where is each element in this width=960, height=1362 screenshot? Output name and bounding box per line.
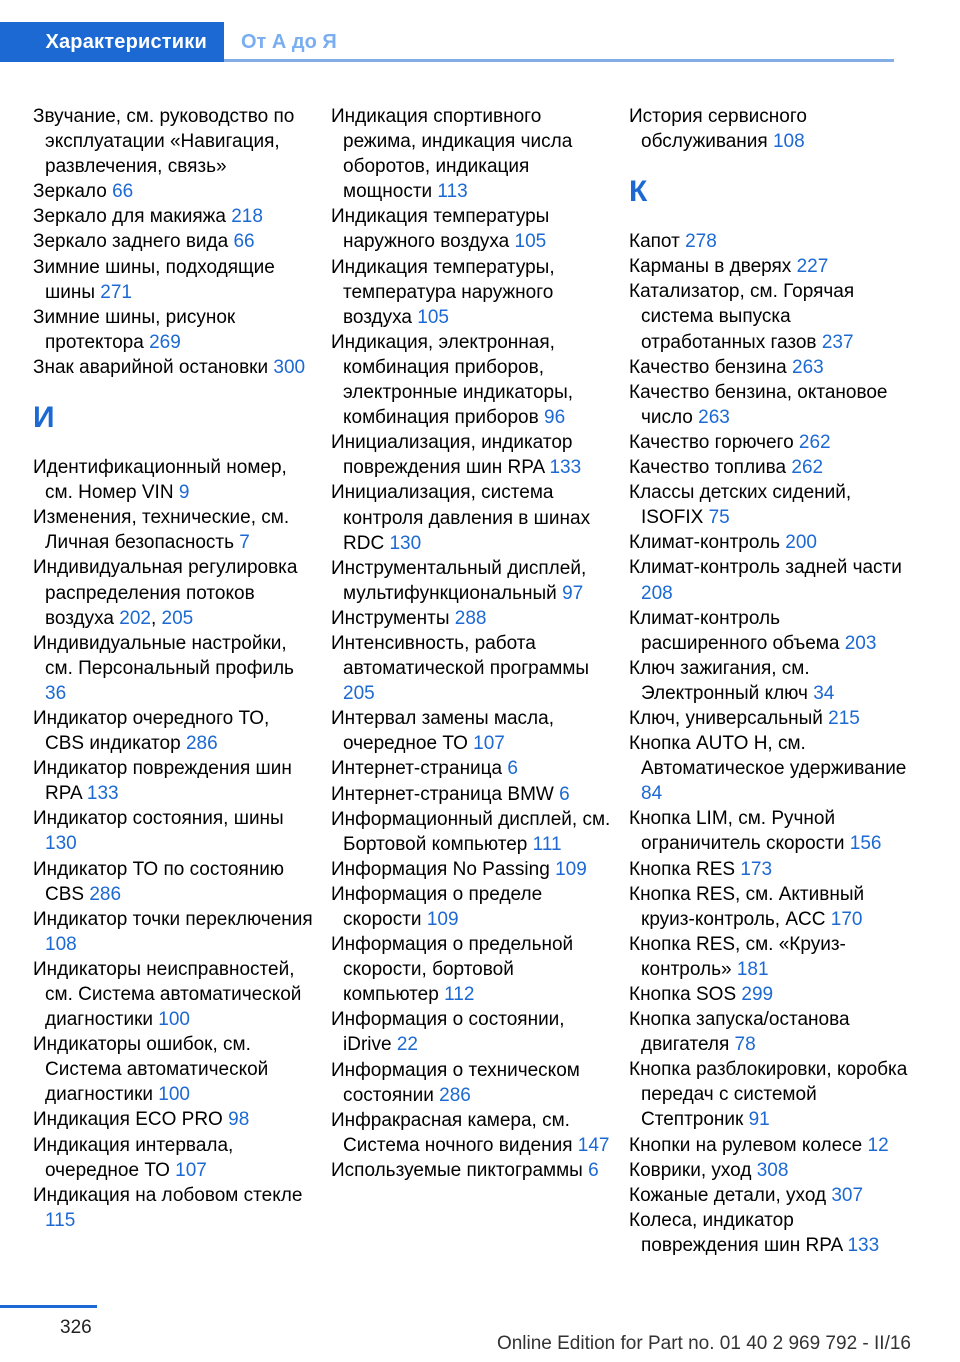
index-entry <box>331 631 611 706</box>
index-entry <box>629 480 909 530</box>
page-reference-link[interactable]: 130 <box>45 833 77 855</box>
tab-characteristics[interactable] <box>0 22 224 62</box>
header-bar <box>0 0 960 62</box>
index-entry <box>331 606 611 631</box>
index-entry-text: Кнопка RES, см. Активный круиз-контроль, ACC <box>629 883 865 930</box>
index-entry <box>331 807 611 857</box>
index-entry <box>33 957 313 1032</box>
index-entry <box>331 932 611 1007</box>
page-reference-link[interactable]: 181 <box>736 958 769 980</box>
page-reference-link[interactable]: 307 <box>831 1184 864 1206</box>
index-entry-text: Инструментальный дисплей, мультифункциональный <box>331 557 587 604</box>
page-reference-link[interactable]: 278 <box>685 231 717 253</box>
page-number: 326 <box>60 1317 92 1338</box>
page-reference-link[interactable]: 108 <box>45 933 77 955</box>
index-entry-text: Климат-контроль расширенного объема <box>629 607 840 654</box>
page-reference-link[interactable]: 109 <box>426 909 459 930</box>
page-reference-link[interactable]: 218 <box>231 206 263 228</box>
index-entry <box>33 756 313 806</box>
index-entry-text: Интернет-страница BMW <box>331 783 554 805</box>
page-reference-link[interactable]: 12 <box>867 1134 889 1156</box>
index-entry <box>629 932 909 982</box>
page-reference-link[interactable]: 215 <box>828 707 860 729</box>
index-entry-text: Индикация температуры, температура наружного воздуха <box>331 256 555 328</box>
index-entry-text: Индикатор состояния, шины <box>33 808 284 830</box>
index-entry-text: Интенсивность, работа автоматической программы <box>331 632 590 680</box>
page-reference-link[interactable]: 6 <box>559 783 570 805</box>
index-entry-text: Информация о предельной скорости, бортовой компьютер <box>331 934 574 1006</box>
index-column-2 <box>331 104 611 1183</box>
page-reference-link[interactable]: 133 <box>86 783 119 805</box>
page-reference-link[interactable]: 208 <box>641 582 673 604</box>
index-entry <box>331 204 611 254</box>
index-entry-text: Ключ, универсальный <box>629 707 823 729</box>
index-entry-text: Инфракрасная камера, см. Система ночного видения <box>331 1109 573 1156</box>
index-entry-text: Индивидуальные настройки, см. Персональный профиль <box>33 632 294 679</box>
index-entry-text: Информация о пределе скорости <box>331 883 543 930</box>
page-reference-link[interactable]: 300 <box>273 356 306 378</box>
index-entry <box>331 480 611 555</box>
index-entry-text: Кнопки на рулевом колесе <box>629 1134 863 1156</box>
index-entry-text: Инициализация, индикатор повреждения шин RPA <box>331 432 573 479</box>
index-entry-text: Инструменты <box>331 607 450 629</box>
index-entry-text: Кнопка запуска/останова двигателя <box>629 1009 850 1056</box>
index-entry <box>629 104 909 154</box>
page-reference-link[interactable]: 170 <box>830 908 863 930</box>
index-entry-text: Кнопка RES <box>629 858 736 880</box>
index-entry <box>629 229 909 254</box>
index-entry-text: Качество горючего <box>629 431 794 453</box>
index-entry <box>33 1183 313 1233</box>
page-reference-link[interactable]: 84 <box>641 783 663 805</box>
index-entry-text: Интервал замены масла, очередное ТО <box>331 708 554 755</box>
page-reference-link[interactable]: 263 <box>698 406 730 428</box>
page-reference-link[interactable]: 288 <box>454 607 487 629</box>
tab-a-to-z-label: От А до Я <box>241 30 337 53</box>
index-entry <box>629 530 909 555</box>
index-entry-text: Кнопка AUTO H, см. Автоматическое удерживание <box>629 733 907 780</box>
page-reference-link[interactable]: 6 <box>507 758 518 780</box>
index-entry <box>33 255 313 305</box>
index-entry-text: Зимние шины, подходящие шины <box>33 256 275 303</box>
index-entry <box>331 1158 611 1183</box>
index-entry <box>629 455 909 480</box>
page-reference-link[interactable]: 269 <box>149 331 181 353</box>
page-reference-link[interactable]: 36 <box>45 682 67 704</box>
index-entry <box>629 731 909 806</box>
page-reference-link[interactable]: 308 <box>756 1159 789 1181</box>
index-entry-text: Изменения, технические, см. Личная безопасность <box>33 507 290 554</box>
index-entry <box>629 380 909 430</box>
index-entry <box>331 756 611 781</box>
index-entry-text: Индикатор ТО по состоянию CBS <box>33 858 285 905</box>
page-reference-link[interactable]: 200 <box>785 532 817 554</box>
page-reference-link[interactable]: 112 <box>444 984 475 1006</box>
index-entry <box>33 706 313 756</box>
index-entry <box>331 706 611 756</box>
index-entry-text: Коврики, уход <box>629 1159 752 1181</box>
index-entry-text: Зимние шины, рисунок протектора <box>33 306 236 353</box>
index-entry-text: Информационный дисплей, см. Бортовой компьютер <box>331 808 611 855</box>
page-reference-link[interactable]: 107 <box>473 733 505 755</box>
page-reference-link[interactable]: 97 <box>562 582 584 604</box>
index-entry-text: Индикация интервала, очередное ТО <box>33 1134 234 1181</box>
index-entry <box>629 555 909 605</box>
index-entry <box>629 254 909 279</box>
index-entry <box>33 907 313 957</box>
page-reference-link[interactable]: 115 <box>45 1209 76 1231</box>
page-reference-link[interactable]: 173 <box>740 858 773 880</box>
page-reference-link[interactable]: 91 <box>748 1109 770 1131</box>
index-entry-text: Используемые пиктограммы <box>331 1159 583 1181</box>
page-reference-link[interactable]: 109 <box>555 858 587 880</box>
page-reference-link[interactable]: 66 <box>233 231 255 253</box>
page-reference-link[interactable]: 262 <box>798 431 831 453</box>
index-entry <box>331 857 611 882</box>
index-entry-text: Кнопка LIM, см. Ручной ограничитель скорости <box>629 808 845 855</box>
index-entry <box>33 179 313 204</box>
index-entry <box>331 882 611 932</box>
index-entry-text: Знак аварийной остановки <box>33 356 269 378</box>
index-entry <box>629 279 909 354</box>
header-divider <box>224 59 894 62</box>
index-entry <box>331 1007 611 1057</box>
index-entry <box>629 606 909 656</box>
index-entry <box>33 1107 313 1132</box>
index-letter-heading: К <box>629 175 648 209</box>
index-entry <box>33 355 313 380</box>
index-letter-heading: И <box>33 401 55 435</box>
index-column-3 <box>629 104 909 1258</box>
page-reference-link[interactable]: 34 <box>813 682 835 704</box>
index-entry <box>629 1158 909 1183</box>
index-entry <box>33 806 313 856</box>
index-entry-text: Кнопка SOS <box>629 984 737 1005</box>
index-entry-text: Климат-контроль задней части <box>629 557 902 579</box>
page-reference-link[interactable]: 286 <box>185 733 218 755</box>
index-entry-text: Индикаторы ошибок, см. Система автоматической диагностики <box>33 1034 269 1106</box>
index-entry-text: Индикация спортивного режима, индикация числа оборотов, индикация мощности <box>331 106 573 203</box>
index-entry <box>33 455 313 505</box>
page-reference-link[interactable]: 227 <box>796 256 829 278</box>
index-entry-text: Зеркало для макияжа <box>33 206 226 228</box>
tab-characteristics-label: Характеристики <box>45 30 207 53</box>
page-reference-link[interactable]: 130 <box>389 532 422 554</box>
index-entry <box>331 104 611 204</box>
page-reference-link[interactable]: 113 <box>437 181 468 203</box>
index-entry <box>331 782 611 807</box>
page-reference-link[interactable]: 271 <box>100 281 132 303</box>
index-entry-text: Информация No Passing <box>331 858 550 880</box>
page-reference-link[interactable]: 262 <box>791 457 824 479</box>
index-entry-text: История сервисного обслуживания <box>629 106 807 153</box>
index-entry <box>629 1183 909 1208</box>
index-entry <box>33 204 313 229</box>
page-reference-link[interactable]: 133 <box>549 457 582 479</box>
index-entry-text: Индикация на лобовом стекле <box>33 1184 303 1206</box>
page-reference-link[interactable]: 96 <box>544 407 566 429</box>
index-entry <box>33 1133 313 1183</box>
index-entry-text: Зеркало <box>33 181 107 203</box>
page-reference-link[interactable]: 237 <box>821 331 854 353</box>
index-entry <box>629 882 909 932</box>
index-entry-text: Качество топлива <box>629 457 787 479</box>
index-entry-text: Колеса, индикатор повреждения шин RPA <box>629 1209 843 1256</box>
index-entry-text: Информация о состоянии, iDrive <box>331 1009 565 1056</box>
page-reference-link[interactable]: 111 <box>532 833 562 855</box>
index-entry-text: Капот <box>629 231 680 253</box>
index-entry-text: Информация о техническом состоянии <box>331 1059 580 1106</box>
index-entry-text: Кнопка разблокировки, коробка передач с системой Стептроник <box>629 1059 908 1131</box>
page-reference-link[interactable]: 107 <box>175 1159 207 1181</box>
page-reference-link[interactable]: 98 <box>228 1109 250 1131</box>
index-entry-text: Индикация температуры наружного воздуха <box>331 206 550 253</box>
index-entry-text: Кожаные детали, уход <box>629 1184 827 1206</box>
index-entry-text: Идентификационный номер, см. Номер VIN <box>33 457 287 504</box>
edition-note: Online Edition for Part no. 01 40 2 969 792 - II/16 <box>496 1333 911 1354</box>
page-reference-link[interactable]: 9 <box>178 482 190 504</box>
page-reference-link[interactable]: 100 <box>158 1084 190 1106</box>
index-entry <box>33 305 313 355</box>
index-entry <box>331 430 611 480</box>
index-entry <box>33 104 313 179</box>
page-reference-link[interactable]: 133 <box>847 1234 880 1256</box>
index-entry-text: Качество бензина <box>629 356 787 378</box>
index-entry <box>33 1032 313 1107</box>
index-entry-text: Индикация ECO PRO <box>33 1109 223 1131</box>
page-reference-link[interactable]: 203 <box>844 632 877 654</box>
footer-rule <box>0 1305 97 1308</box>
index-entry-text: Индикаторы неисправностей, см. Система автоматической диагностики <box>33 958 302 1031</box>
page-reference-link[interactable]: 78 <box>734 1034 756 1056</box>
index-entry <box>331 556 611 606</box>
page-reference-link[interactable]: 66 <box>112 181 134 203</box>
index-entry <box>629 355 909 380</box>
index-entry <box>629 706 909 731</box>
index-entry-text: Классы детских сидений, ISOFIX <box>629 482 852 529</box>
page-reference-link[interactable]: 205 <box>343 683 375 705</box>
index-entry-text: Кнопка RES, см. «Круиз-контроль» <box>629 933 846 980</box>
page-reference-link[interactable]: 7 <box>239 532 250 554</box>
page-reference-link[interactable]: 105 <box>417 306 449 328</box>
index-entry <box>331 1108 611 1158</box>
index-entry <box>629 1133 909 1158</box>
index-entry-text: Индикатор повреждения шин RPA <box>33 758 292 805</box>
page-reference-link[interactable]: 22 <box>396 1034 418 1056</box>
page-reference-link[interactable]: 156 <box>849 833 882 855</box>
index-entry <box>629 1007 909 1057</box>
index-entry <box>331 330 611 430</box>
index-entry-text: Климат-контроль <box>629 532 780 554</box>
tab-a-to-z[interactable] <box>224 22 894 62</box>
page-reference-link[interactable]: 100 <box>158 1009 190 1031</box>
index-entry: Индивидуальная регулировка распределения потоков воздуха 202, 205 <box>33 557 298 629</box>
page-reference-link[interactable]: 147 <box>577 1134 610 1156</box>
page-reference-link[interactable]: 6 <box>588 1159 599 1181</box>
index-entry-text: Зеркало заднего вида <box>33 231 229 253</box>
index-entry-text: Индикатор точки переключения <box>33 908 313 930</box>
index-entry-text: Звучание, см. руководство по эксплуатации «Навигация, развлечения, связь» <box>33 106 295 178</box>
index-entry <box>331 1058 611 1108</box>
index-entry <box>629 1057 909 1132</box>
index-entry <box>33 505 313 555</box>
index-column-1 <box>33 104 313 1233</box>
page-reference-link[interactable]: 286 <box>439 1084 471 1106</box>
index-entry <box>33 631 313 706</box>
index-entry-text: Индивидуальная регулировка распределения потоков воздуха <box>33 557 298 629</box>
index-entry-text: Индикатор очередного ТО, CBS индикатор <box>33 707 270 755</box>
index-entry-text: Инициализация, система контроля давления в шинах RDC <box>331 482 591 554</box>
index-entry <box>629 1208 909 1258</box>
index-entry <box>629 806 909 856</box>
page-reference-link[interactable]: 75 <box>708 507 730 529</box>
page-reference-link[interactable]: 286 <box>89 883 122 905</box>
index-entry <box>629 430 909 455</box>
page-reference-link[interactable]: 263 <box>792 356 824 378</box>
index-entry-text: Катализатор, см. Горячая система выпуска отработанных газов <box>629 281 855 353</box>
index-entry <box>629 656 909 706</box>
index-entry-text: Ключ зажигания, см. Электронный ключ <box>629 657 810 704</box>
index-entry <box>33 857 313 907</box>
index-entry-text: Качество бензина, октановое число <box>629 381 888 428</box>
index-entry <box>33 229 313 254</box>
page-reference-link[interactable]: 205 <box>161 607 194 629</box>
index-entry <box>629 982 909 1007</box>
index-entry <box>331 255 611 330</box>
page-reference-link[interactable]: 105 <box>514 231 547 253</box>
page-reference-link[interactable]: 202 <box>119 607 151 629</box>
page-reference-link[interactable]: 108 <box>772 131 805 153</box>
index-entry-text: Интернет-страница <box>331 758 503 780</box>
page-reference-link[interactable]: 299 <box>741 984 774 1005</box>
index-entry <box>629 857 909 882</box>
index-entry-text: Индикация, электронная, комбинация приборов, электронные индикаторы, комбинация приборов <box>331 331 574 429</box>
index-entry-text: Карманы в дверях <box>629 256 792 278</box>
